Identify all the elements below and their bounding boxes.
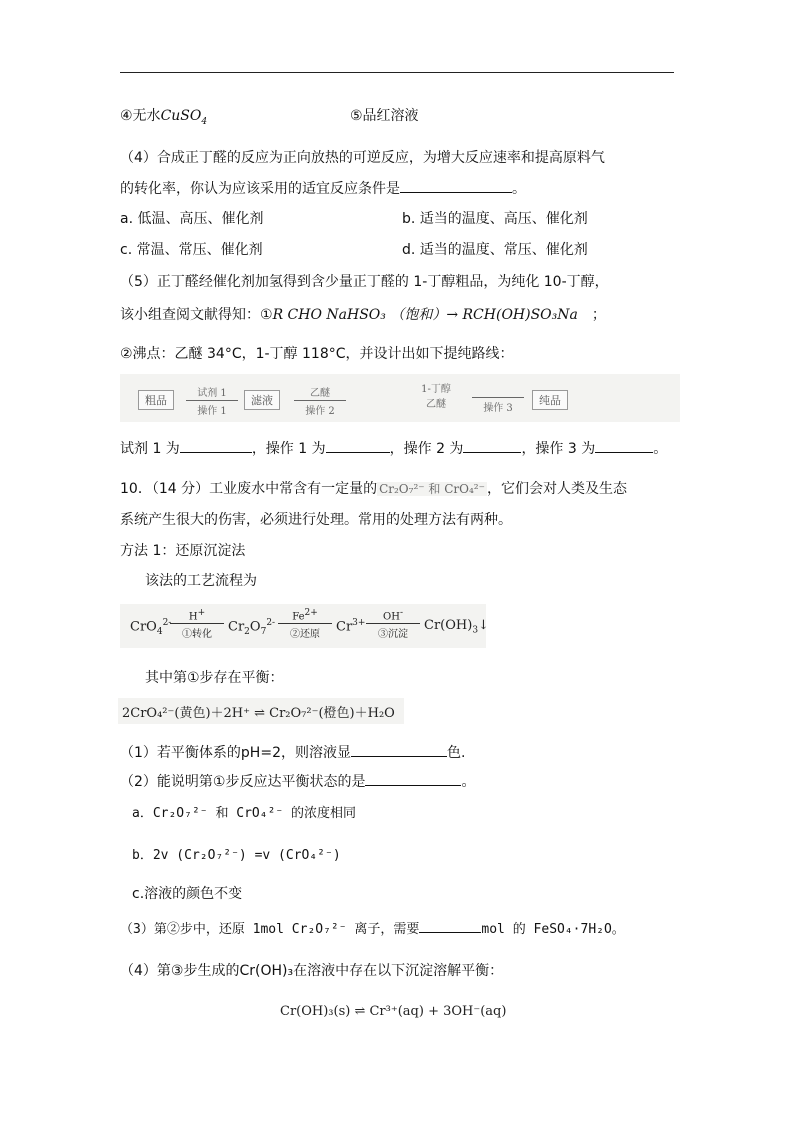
item4-formula-sub: 4	[201, 116, 208, 127]
flow-arrow3: 操作 3	[472, 384, 524, 414]
dissolution-equilibrium: Cr(OH)₃(s) ⇌ Cr³⁺(aq) + 3OH⁻(aq)	[280, 1004, 507, 1019]
sub2-answer-blank[interactable]	[365, 771, 461, 786]
process-flow-diagram	[120, 604, 489, 648]
sub4-line: （4）第③步生成的Cr(OH)₃在溶液中存在以下沉淀溶解平衡：	[120, 963, 504, 979]
flow-box4: 纯品	[532, 390, 568, 410]
sub2-option-a: a．Cr₂O₇²⁻ 和 CrO₄²⁻ 的浓度相同	[132, 806, 357, 821]
flow-arrow2: 乙醚 操作 2	[294, 384, 346, 417]
q5-reaction-formula: R CHO NaHSO₃ （饱和）→ RCH(OH)SO₃Na	[272, 307, 578, 323]
q10-ions-image: Cr₂O₇²⁻ 和 CrO₄²⁻	[379, 482, 485, 496]
flow-box3: 1-丁醇 乙醚	[421, 384, 451, 410]
process-species3: $Cr^{3+}$	[336, 618, 366, 635]
header-rule	[120, 72, 674, 73]
sub2-option-b: b．2v (Cr₂O₇²⁻) =v (CrO₄²⁻)	[132, 848, 341, 863]
method1-heading: 方法 1：还原沉淀法	[120, 543, 246, 559]
q5-line2-prefix: 该小组查阅文献得知：①	[120, 307, 273, 323]
q4-option-b: b. 适当的温度、高压、催化剂	[402, 211, 588, 227]
option-4-5-line	[120, 106, 207, 132]
q4-line2-text: 的转化率，你认为应该采用的适宜反应条件是	[120, 181, 400, 197]
q5-line2-end: ；	[591, 307, 606, 323]
q10-line2: 系统产生很大的伤害，必须进行处理。常用的处理方法有两种。	[120, 512, 512, 528]
purification-flow-diagram	[120, 374, 680, 422]
q5-line1: （5）正丁醛经催化剂加氢得到含少量正丁醛的 1-丁醇粗品，为纯化 10-丁醇，	[120, 274, 609, 290]
sub3-mol-blank[interactable]	[419, 918, 481, 933]
q4-line2	[120, 178, 526, 199]
q4-option-a: a. 低温、高压、催化剂	[120, 211, 264, 227]
sub1-color-blank[interactable]	[351, 742, 447, 757]
equilibrium-equation: 2CrO₄²⁻(黄色)＋2H⁺ ⇌ Cr₂O₇²⁻(橙色)＋H₂O	[122, 706, 395, 721]
sub2-option-c: c.溶液的颜色不变	[132, 886, 243, 902]
process-species1: CrO$_4^{2-}$	[130, 618, 172, 637]
q4-line1: （4）合成正丁醛的反应为正向放热的可逆反应，为增大反应速率和提高原料气	[120, 150, 605, 166]
sub3-line: （3）第②步中，还原 1mol Cr₂O₇²⁻ 离子，需要 mol 的 FeSO₄·7H₂O。	[120, 918, 625, 940]
process-intro: 该法的工艺流程为	[145, 573, 257, 589]
process-arrow3: OH- ③沉淀	[366, 608, 420, 640]
equilibrium-image	[118, 698, 404, 724]
operation2-blank[interactable]	[463, 438, 521, 453]
q4-option-c: c. 常温、常压、催化剂	[120, 242, 263, 258]
item4-formula: CuSO	[160, 108, 202, 124]
process-species4: $Cr(OH)_3↓$	[424, 618, 489, 636]
q10-line1: 10．（14 分）工业废水中常含有一定量的 Cr₂O₇²⁻ 和 CrO₄²⁻ ，它们会对人类及生态	[120, 481, 627, 497]
flow-box2: 滤液	[244, 390, 280, 410]
flow-arrow1: 试剂 1 操作 1	[186, 384, 238, 417]
flow-box1: 粗品	[138, 390, 174, 410]
sub1-line: （1）若平衡体系的pH=2，则溶液显 色.	[120, 742, 465, 763]
sub2-line: （2）能说明第①步反应达平衡状态的是 。	[120, 771, 475, 792]
process-arrow2: $Fe^{2+}$ ②还原	[278, 608, 332, 640]
q5-line2	[120, 305, 606, 325]
reagent1-blank[interactable]	[180, 438, 252, 453]
operation1-blank[interactable]	[326, 438, 390, 453]
q4-option-d: d. 适当的温度、常压、催化剂	[402, 242, 588, 258]
q4-line2-end: 。	[512, 181, 526, 197]
operation3-blank[interactable]	[595, 438, 653, 453]
process-species2: $Cr_2O_7^{2-}$	[228, 618, 276, 637]
item5-label: ⑤品红溶液	[350, 108, 419, 124]
q5-line3: ②沸点：乙醚 34°C，1-丁醇 118°C，并设计出如下提纯路线：	[120, 346, 514, 362]
q4-answer-blank[interactable]	[400, 178, 512, 193]
q5-answer-line: 试剂 1 为 ，操作 1 为 ，操作 2 为 ，操作 3 为 。	[120, 438, 667, 459]
item4-label: ④无水	[120, 108, 161, 124]
equilibrium-intro: 其中第①步存在平衡：	[145, 670, 284, 686]
process-arrow1: H+ ①转化	[170, 608, 224, 640]
